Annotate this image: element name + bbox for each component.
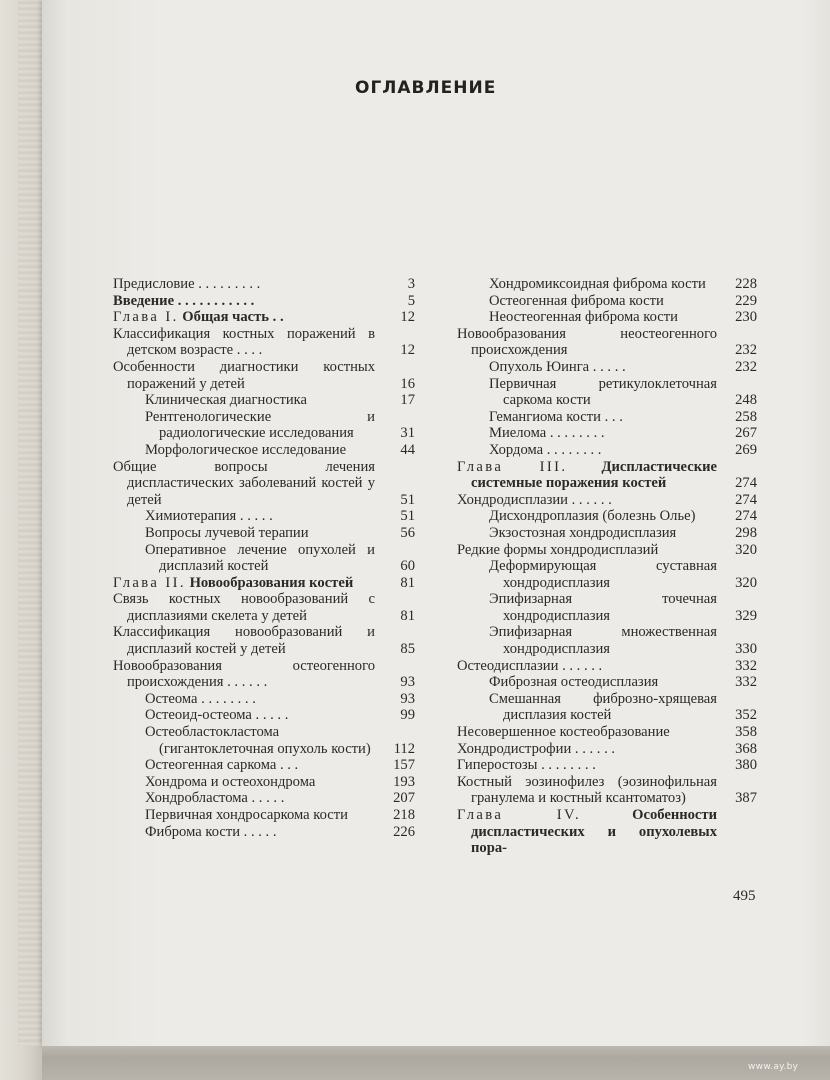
toc-entry-text: Дисхондроплазия (болезнь Олье) [489,508,696,525]
chapter-title: Новообразования костей [189,574,354,591]
toc-page-number: 5 [407,292,415,309]
toc-entry-text: Опухоль Юинга . . . . . [489,358,626,375]
toc-page-number: 81 [400,574,415,591]
toc-entry-text: Фиброзная остеодисплазия [489,674,659,691]
toc-entry [113,707,415,724]
toc-entry-text: Хордома . . . . . . . . [489,441,602,458]
toc-entry [457,741,757,758]
toc-entry [113,691,415,708]
toc-page-number: 320 [735,574,757,591]
page-title: ОГЛАВЛЕНИЕ [355,78,497,98]
toc-entry [113,442,415,459]
toc-page-number: 330 [735,641,757,658]
toc-entry [457,508,757,525]
toc-page-number: 93 [400,674,415,691]
toc-entry-text: Эпифизарная точечная хондродисплазия [489,591,717,624]
toc-entry-text: Смешанная фиброзно-хрящевая дисплазия костей [489,690,717,724]
toc-entry-text: Фиброма кости . . . . . [145,823,277,840]
toc-entry-text [113,309,415,326]
toc-entry-text: Остеогенная фиброма кости [489,292,664,309]
toc-entry [457,309,757,326]
toc-entry-text: Неостеогенная фиброма кости [489,309,678,326]
toc-entry [457,624,757,657]
toc-page-number: 332 [735,674,757,691]
toc-entry-text: Оперативное лечение опухолей и дисплазий костей [145,541,375,575]
toc-entry [113,790,415,807]
toc-entry [113,591,415,624]
toc-entry-text: Остеогенная саркома . . . [145,757,299,774]
toc-entry [113,807,415,824]
toc-entry [457,558,757,591]
toc-chapter-entry [457,459,757,492]
toc-entry [457,591,757,624]
toc-page-number: 60 [400,558,415,575]
toc-page-number: 269 [735,441,757,458]
toc-page-number: 387 [735,790,757,807]
toc-entry [113,508,415,525]
toc-entry-text: Остеоид-остеома . . . . . [145,707,289,724]
toc-entry-text: Хондробластома . . . . . [145,790,285,807]
toc-page-number: 380 [735,757,757,774]
chapter-title: Диспластические системные поражения костей [471,458,717,492]
toc-entry [457,376,757,409]
toc-page-number: 274 [735,508,757,525]
toc-entry [457,276,757,293]
toc-entry-text: Хондромиксоидная фиброма кости [489,276,706,292]
toc-entry-text: Гиперостозы . . . . . . . . [457,757,596,774]
toc-page-number: 298 [735,524,757,541]
toc-entry-text [457,807,757,857]
toc-page-number: 368 [735,740,757,757]
toc-entry [457,442,757,459]
toc-chapter-entry [113,575,415,592]
toc-entry-text: Введение . . . . . . . . . . . [113,292,255,309]
toc-entry-text: Хондрома и остеохондрома [145,773,316,790]
toc-entry-text [113,574,415,592]
toc-entry-text: Хондродистрофии . . . . . . [457,740,616,757]
toc-page-number: 16 [400,375,415,392]
toc-entry-text: Несовершенное костеобразование [457,724,670,741]
toc-page-number: 56 [400,524,415,541]
toc-page-number: 3 [407,276,415,292]
toc-entry [113,658,415,691]
toc-entry-text: Экзостозная хондродисплазия [489,524,677,541]
toc-entry [113,542,415,575]
toc-page-number: 232 [735,358,757,375]
toc-entry-text: Общие вопросы лечения диспластических заболеваний костей у детей [113,458,375,508]
toc-page-number: 51 [400,491,415,508]
toc-entry-text: Редкие формы хондродисплазий [457,541,659,558]
toc-entry [457,691,757,724]
toc-page-number: 112 [393,740,415,757]
toc-column-left [113,276,415,840]
toc-page-number: 329 [735,607,757,624]
toc-page-number: 228 [735,276,757,292]
toc-entry-text: Остеобластокластома (гигантоклеточная опухоль кости) [145,724,371,757]
chapter-number: Глава III. [457,458,568,475]
toc-entry-text: Остеома . . . . . . . . [145,690,256,707]
toc-page-number: 258 [735,408,757,425]
toc-entry-text: Костный эозинофилез (эозинофильная гранулема и костный ксантоматоз) [457,773,717,807]
toc-page-number: 17 [400,392,415,409]
toc-entry [457,724,757,741]
toc-entry [113,459,415,509]
toc-entry-text: Деформирующая суставная хондродисплазия [489,558,717,591]
page-edge [18,0,44,1046]
toc-page-number: 274 [735,491,757,508]
toc-entry [457,525,757,542]
toc-entry [457,674,757,691]
toc-page-number: 332 [735,657,757,674]
toc-entry [113,624,415,657]
toc-entry [457,359,757,376]
toc-entry-text: Вопросы лучевой терапии [145,524,309,541]
toc-chapter-entry [457,807,757,857]
toc-page-number: 44 [400,441,415,458]
toc-entry-text: Рентгенологические и радиологические исследования [145,408,375,442]
toc-page-number: 193 [393,773,415,790]
toc-page-number: 267 [735,425,757,442]
toc-entry-text: Предисловие . . . . . . . . . [113,276,261,292]
toc-page-number: 99 [400,707,415,724]
toc-page-number: 218 [393,807,415,823]
toc-column-right [457,276,757,857]
toc-entry [457,757,757,774]
toc-entry-text: Хондродисплазии . . . . . . [457,491,612,508]
toc-entry-text: Клиническая диагностика [145,392,307,409]
toc-entry [457,409,757,426]
toc-page-number: 320 [735,541,757,558]
toc-page-number: 207 [393,790,415,807]
toc-page-number: 229 [735,292,757,309]
chapter-number: Глава II. [113,574,186,591]
chapter-title: Общая часть . . [182,309,284,326]
toc-page-number: 31 [400,425,415,442]
toc-entry-text: Миелома . . . . . . . . [489,425,605,442]
toc-entry-text: Классификация новообразований и дисплазий костей у детей [113,624,375,658]
toc-page-number: 232 [735,342,757,359]
toc-page-number: 226 [393,823,415,840]
toc-entry-text: Первичная хондросаркома кости [145,807,348,823]
toc-entry-text: Особенности диагностики костных поражений у детей [113,358,375,392]
toc-entry-text: Остеодисплазии . . . . . . [457,657,603,674]
page-number: 495 [733,888,756,904]
toc-page-number: 352 [735,707,757,724]
watermark: www.ay.by [748,1062,799,1072]
toc-page-number: 12 [400,342,415,359]
toc-entry [113,276,415,293]
toc-entry-text: Новообразования остеогенного происхождения . . . . . . [113,657,375,691]
toc-entry-text: Первичная ретикулоклеточная саркома кости [489,375,717,409]
toc-entry [113,409,415,442]
toc-entry-text: Гемангиома кости . . . [489,408,623,425]
toc-chapter-entry [113,309,415,326]
toc-entry [113,525,415,542]
toc-entry [457,658,757,675]
toc-entry-text: Новообразования неостеогенного происхождения [457,325,717,359]
toc-entry [113,293,415,310]
toc-entry [113,757,415,774]
chapter-title: Особенности диспластических и опухолевых пора- [471,807,717,857]
toc-entry [113,774,415,791]
chapter-number: Глава IV. [457,807,582,823]
toc-entry [457,542,757,559]
toc-entry-text: Классификация костных поражений в детском возрасте . . . . [113,325,375,359]
toc-page-number: 358 [735,724,757,741]
toc-entry [457,293,757,310]
toc-entry-text: Эпифизарная множественная хондродисплазия [489,624,717,658]
toc-entry [457,492,757,509]
toc-entry [113,359,415,392]
toc-entry-text [457,458,757,492]
book-cover-edge [42,1046,830,1080]
chapter-number: Глава I. [113,309,179,326]
toc-page-number: 274 [735,475,757,492]
toc-page-number: 157 [393,757,415,774]
toc-entry [457,774,757,807]
toc-page-number: 12 [400,309,415,326]
toc-entry [113,326,415,359]
toc-page-number: 85 [400,641,415,658]
toc-entry [457,326,757,359]
toc-entry-text: Химиотерапия . . . . . [145,508,273,525]
toc-page-number: 248 [735,392,757,409]
toc-entry [113,724,415,757]
toc-page-number: 81 [400,607,415,624]
toc-entry-text: Морфологическое исследование [145,441,347,458]
toc-page-number: 93 [400,690,415,707]
toc-entry [113,392,415,409]
toc-entry [113,824,415,841]
toc-page-number: 51 [400,508,415,525]
toc-entry [457,425,757,442]
toc-page-number: 230 [735,309,757,326]
toc-entry-text: Связь костных новообразований с дисплазиями скелета у детей [113,591,375,624]
